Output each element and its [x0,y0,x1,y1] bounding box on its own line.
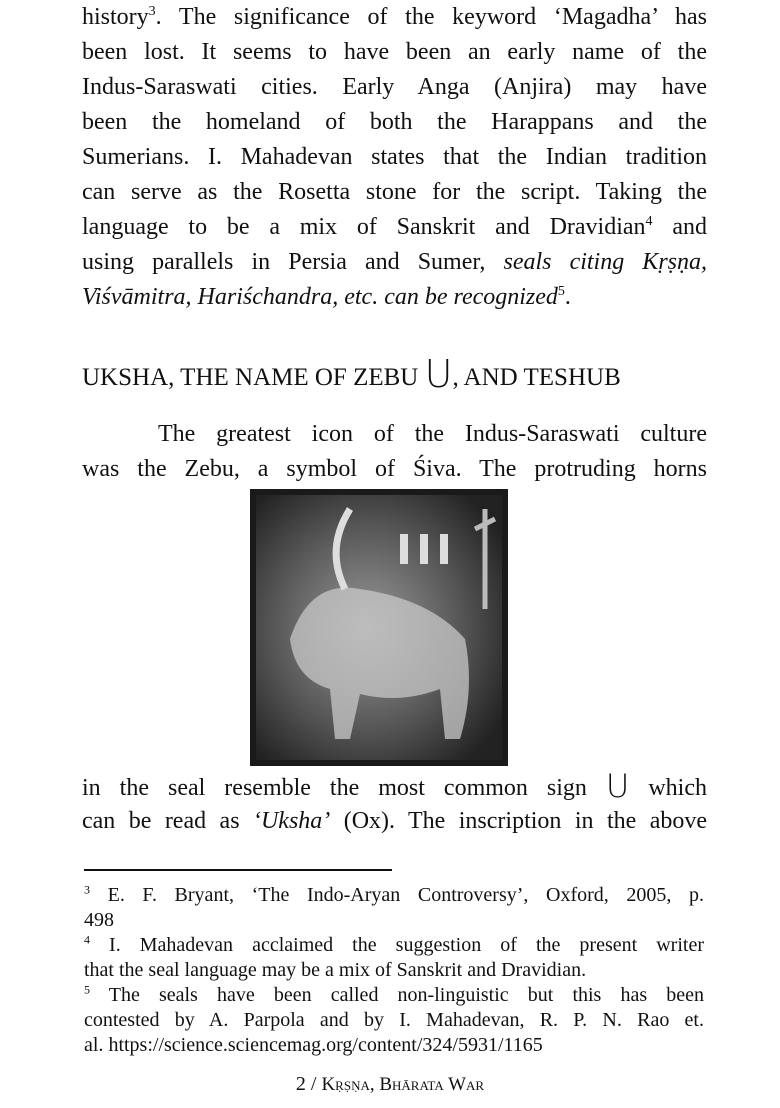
text-line: 498 [84,909,114,931]
footnotes [84,883,704,1058]
text: (Ox). The inscription in the above [330,808,707,834]
text: history [82,4,149,30]
text-line: been the homeland of both the Harappans and the [82,109,707,135]
paragraph-3 [82,769,707,839]
text: The seals have been called non-linguistic but this has been [90,984,704,1006]
page-number: 2 / [295,1073,322,1095]
text-line: that the seal language may be a mix of Sanskrit and Dravidian. [84,959,587,981]
text-line: can serve as the Rosetta stone for the script. Taking the [82,179,707,205]
heading-text: UKSHA, THE NAME OF ZEBU [82,364,425,391]
text-line: contested by A. Parpola and by I. Mahadevan, R. P. N. Rao et. [84,1009,704,1031]
zebu-seal-image [250,489,508,766]
text: . The significance of the keyword ‘Magadha’ has [155,4,707,30]
page-footer [0,1073,780,1096]
italic-text: ‘Uksha’ [252,808,331,834]
paragraph-2 [82,417,707,487]
text: E. F. Bryant, ‘The Indo-Aryan Controversy’, Oxford, 2005, p. [90,884,704,906]
italic-text: Viśvāmitra, Hariśchandra, etc. can be recognized [82,284,558,310]
footnote-ref[interactable]: 3 [148,4,156,19]
u-sign-icon: U [605,767,630,805]
footnote-number: 4 [84,932,90,947]
text: in the seal resemble the most common sign [82,775,606,801]
footnote-ref[interactable]: 4 [645,214,653,229]
text-line: Indus-Saraswati cities. Early Anga (Anjira) may have [82,74,707,100]
section-heading [82,352,621,396]
italic-text: seals citing Kṛṣṇa, [503,249,707,275]
text: I. Mahadevan acclaimed the suggestion of the present writer [90,934,704,956]
text-line: been lost. It seems to have been an early name of the [82,39,707,65]
text: al. [84,1034,109,1056]
text: language to be a mix of Sanskrit and Dravidian [82,214,646,240]
footnote-number: 3 [84,882,90,897]
text-line: was the Zebu, a symbol of Śiva. The protruding horns [82,456,707,482]
footnote-ref[interactable]: 5 [557,284,565,299]
text: can be read as [82,808,253,834]
running-title: Kṛṣṇa, Bhārata War [321,1074,485,1095]
reference-link[interactable]: https://science.sciencemag.org/content/324/5931/1165 [108,1034,543,1056]
paragraph-1 [82,0,707,315]
footnote-divider [84,869,392,871]
heading-text: , AND TESHUB [452,364,621,391]
text: . [564,284,571,310]
text: and [652,214,707,240]
text: which [629,775,707,801]
u-sign-icon: U [424,352,453,396]
text-line: The greatest icon of the Indus-Saraswati culture [158,421,707,447]
footnote-number: 5 [84,982,90,997]
text-line: Sumerians. I. Mahadevan states that the Indian tradition [82,144,707,170]
text: using parallels in Persia and Sumer, [82,249,504,275]
